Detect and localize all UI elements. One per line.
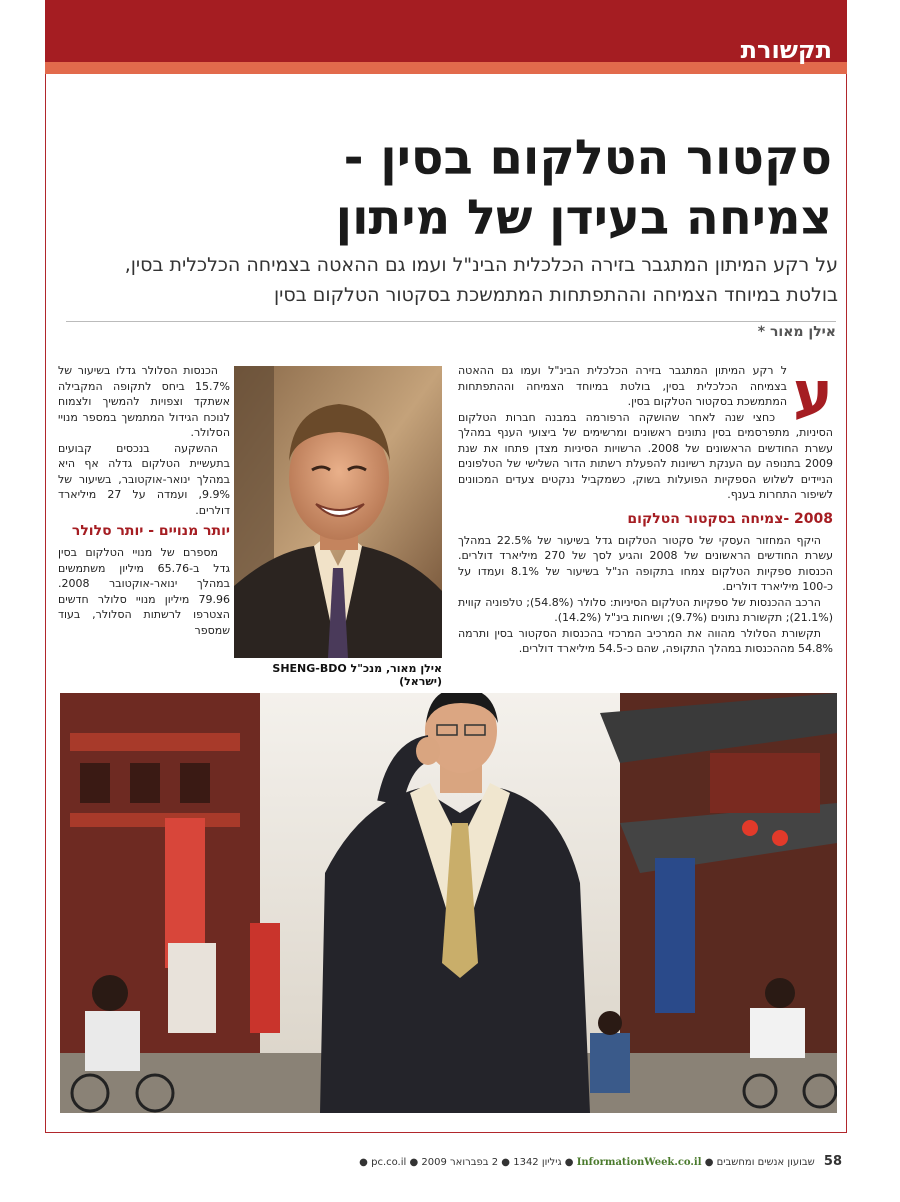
web-link[interactable]: pc.co.il xyxy=(371,1157,407,1168)
section-subheading: יותר מנויים - יותר סלולר xyxy=(71,523,230,539)
site-link[interactable]: InformationWeek.co.il xyxy=(576,1157,702,1168)
headline-line-1: סקטור הטלקום בסין - xyxy=(343,130,832,186)
paragraph: תקשורת הסלולר מהווה את המרכיב המרכזי בהכנסות הסקטור בסין ותרמה 54.8% מההכנסות במהלך התקופה, שהם כ-54.5 מיליארד דולרים. xyxy=(458,626,833,655)
section-header-stripe xyxy=(45,62,847,74)
footer-bullet: ● xyxy=(564,1157,574,1168)
article-subtitle xyxy=(58,250,838,310)
paragraph: היקף המחזור העסקי של סקטור הטלקום גדל בשיעור של 22.5% במהלך עשרת החודשים הראשונים של 2008 והגיע לסך של 270 מיליארד דולרים. הכנסות ספקיות הטלקום צמחו בתקופה הנ"ל בשיעור של 8.1% ועמדו על כ-100 מיליארד דולרים. xyxy=(458,533,834,593)
drop-cap: ע xyxy=(793,359,833,429)
author-portrait-photo xyxy=(234,366,442,658)
section-label: תקשורת xyxy=(740,36,832,64)
paragraph: כחצי שנה לאחר שהושקה הרפורמה במבנה חברות הטלקום הסיניות, מתפרסמים בסין נתונים ראשונים ומרשימים של ביצועי הענף במהלך עשרת החודשים הראשונים של 2008. הרשויות הסיניות מצדן פתחו את שנת 2009 בתנופה עם הענקת רשיונות להפעלת רשתות הדור השלישי של הטלפונים הניידים לשלוש הספקיות הפועלות בשוק, כשמקביל ננקטים צעדים המכוונים לשיפור התחרות בענף. xyxy=(458,410,834,501)
article-headline xyxy=(132,128,832,248)
paragraph: מספרם של מנויי הטלקום בסין גדל ב-65.76 מיליון משתמשים במהלך ינואר-אוקטובר 2008. 79.96 מיליון מנויי סלולר חדשים הצטרפו לרשתות הסלולר, בעוד שמספר xyxy=(58,546,230,637)
page-number: 58 xyxy=(823,1154,842,1169)
headline-line-2: צמיחה בעידן של מיתון xyxy=(335,190,832,246)
footer-bullet: ● xyxy=(501,1157,511,1168)
article-column-left xyxy=(58,363,230,638)
header-divider xyxy=(66,321,836,322)
author-byline: אילן מאור * xyxy=(757,324,836,340)
photo-caption: אילן מאור, מנכ"ל SHENG-BDO (ישראל) xyxy=(272,662,442,688)
article-column-right xyxy=(458,359,834,657)
issue-number: גיליון 1342 xyxy=(513,1157,562,1168)
footer-bullet: ● xyxy=(409,1157,419,1168)
footer-bullet: ● xyxy=(359,1157,368,1168)
subtitle-line-2: בולטת במיוחד הצמיחה וההתפתחות המתמשכת בסקטור הטלקום בסין xyxy=(274,284,838,306)
street-scene-photo xyxy=(60,693,837,1113)
footer-bullet: ● xyxy=(704,1157,714,1168)
page-footer xyxy=(359,1154,842,1169)
paragraph: הרכב ההכנסות של ספקיות הטלקום הסיניות: סלולר (54.8%); טלפוניה קווית (21.1%); תקשורת נתונים (9.7%); ושיחות בינ"ל (14.2%). xyxy=(458,595,833,624)
publication-name: שבועון אנשים ומחשבים xyxy=(716,1157,815,1168)
section-header-bar xyxy=(45,0,847,64)
paragraph: ל רקע המיתון המתגבר בזירה הכלכלית הבינ"ל ועמו גם ההאטה בצמיחה הכלכלית בסין, בולטת במיוחד הצמיחה וההתפתחות המתמשכת בסקטור הטלקום בסין. xyxy=(458,364,788,408)
issue-date: 2 בפברואר 2009 xyxy=(421,1157,499,1168)
paragraph: הכנסות הסלולר גדלו בשיעור של 15.7% ביחס לתקופה המקבילה אשתקד וצפויות להמשיך ולצמוח לנוכח הגידול המתמשך במספר מנויי הסלולר. xyxy=(58,364,230,439)
paragraph: ההשקעה בנכסים קבועים בתעשיית הטלקום גדלה אף היא במהלך ינואר-אוקטובר, בשיעור של 9.9%, ועמדה על 27 מיליארד דולרים. xyxy=(58,441,230,517)
section-subheading: 2008 -צמיחה בסקטור הטלקום xyxy=(627,510,833,527)
subtitle-line-1: על רקע המיתון המתגבר בזירה הכלכלית הבינ"ל ועמו גם ההאטה בצמיחה הכלכלית בסין, xyxy=(124,254,838,276)
